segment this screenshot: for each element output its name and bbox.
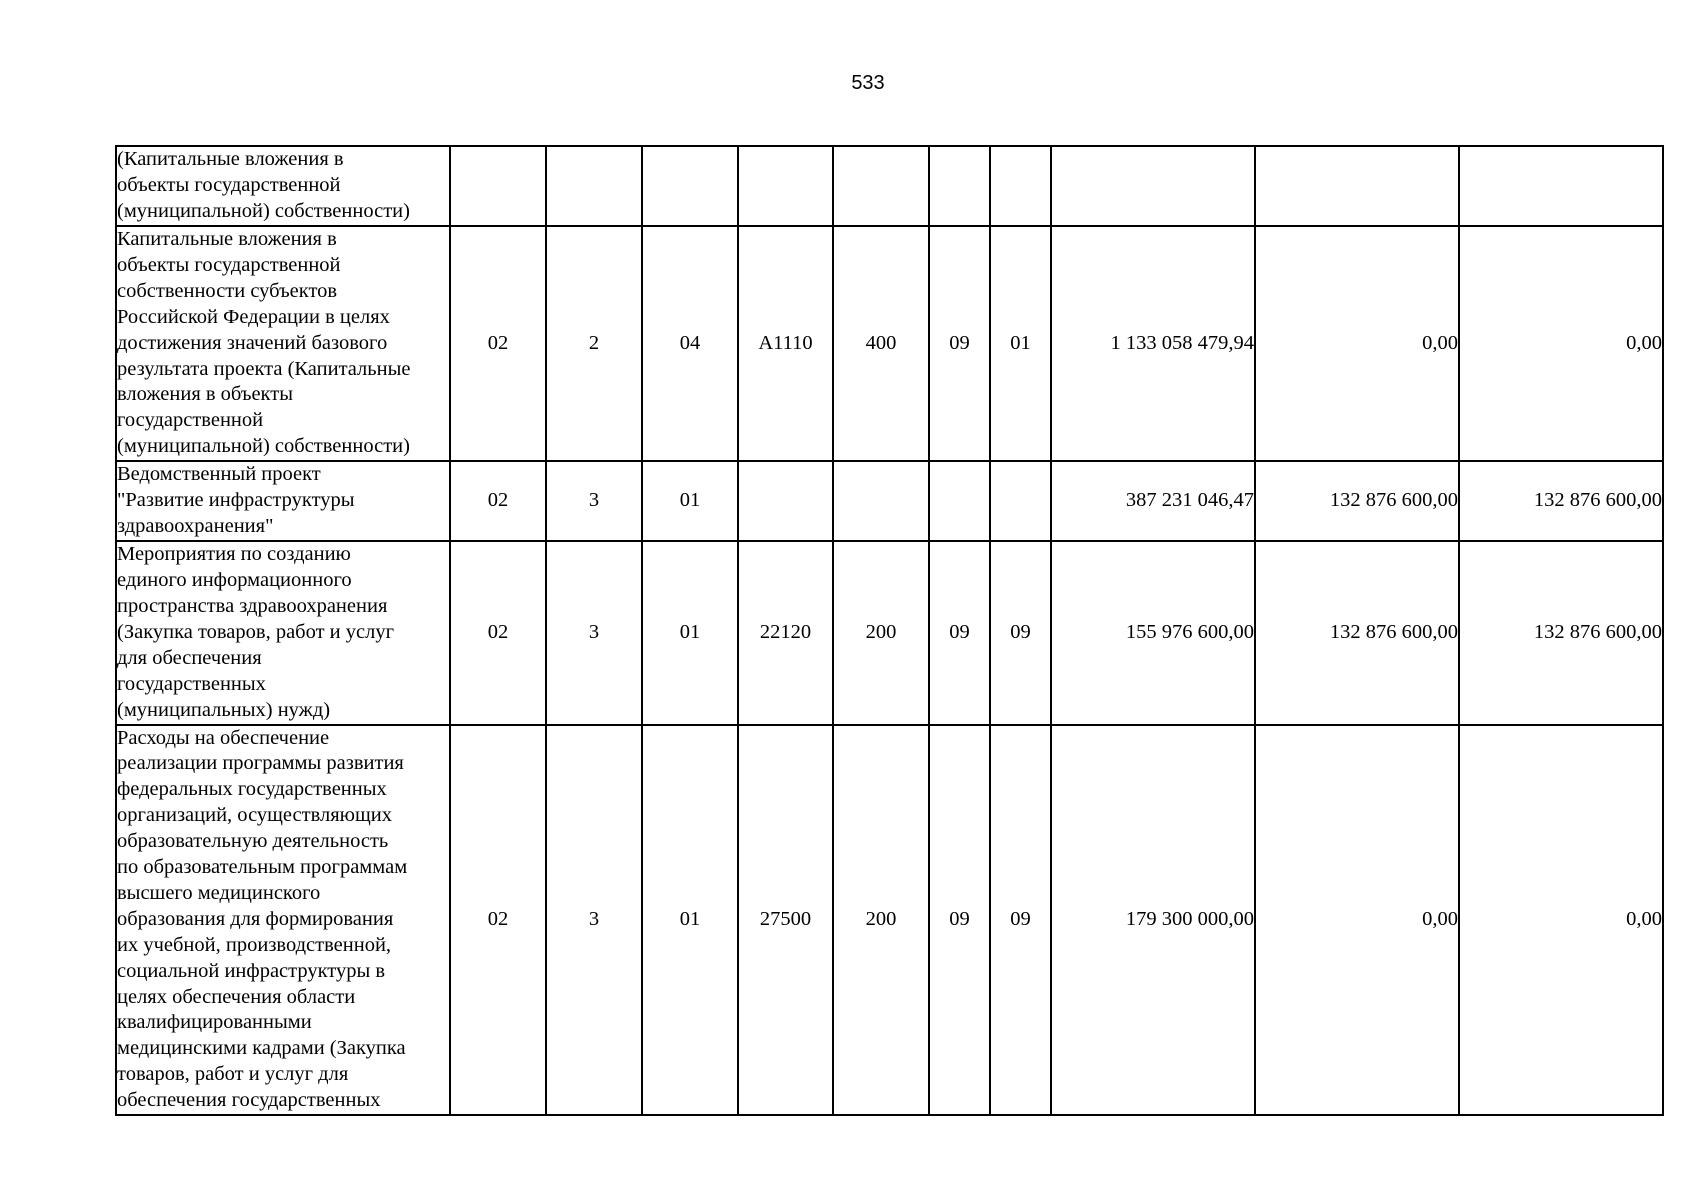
sum-year-2-cell — [1255, 146, 1459, 226]
sum-year-2-cell: 132 876 600,00 — [1255, 461, 1459, 541]
expense-type-cell: 200 — [833, 541, 929, 724]
sum-year-2-cell: 132 876 600,00 — [1255, 541, 1459, 724]
subprogram-code-cell: 3 — [546, 725, 642, 1116]
subsection-code-cell — [990, 461, 1051, 541]
sum-year-3-cell — [1459, 146, 1663, 226]
subsection-code-cell: 09 — [990, 541, 1051, 724]
project-code-cell: 01 — [642, 725, 738, 1116]
section-code-cell: 09 — [929, 725, 990, 1116]
sum-year-2-cell: 0,00 — [1255, 226, 1459, 461]
sum-year-1-cell: 1 133 058 479,94 — [1051, 226, 1255, 461]
project-code-cell — [642, 146, 738, 226]
project-code-cell: 01 — [642, 541, 738, 724]
subprogram-code-cell: 2 — [546, 226, 642, 461]
sum-year-3-cell: 132 876 600,00 — [1459, 541, 1663, 724]
subsection-code-cell — [990, 146, 1051, 226]
sum-year-2-cell: 0,00 — [1255, 725, 1459, 1116]
table-row — [116, 226, 1663, 461]
sum-year-1-cell: 387 231 046,47 — [1051, 461, 1255, 541]
expense-type-cell — [833, 146, 929, 226]
program-code-cell — [450, 146, 546, 226]
project-code-cell: 01 — [642, 461, 738, 541]
table-row — [116, 146, 1663, 226]
subprogram-code-cell: 3 — [546, 541, 642, 724]
sum-year-3-cell: 132 876 600,00 — [1459, 461, 1663, 541]
subprogram-code-cell — [546, 146, 642, 226]
sum-year-1-cell — [1051, 146, 1255, 226]
direction-code-cell: А1110 — [738, 226, 833, 461]
row-name-cell: Расходы на обеспечение реализации программы развития федеральных государственных организаций, осуществляющих образовательную деятельность по образовательным программам высшего медицинского образования для формирования их учебной, производственной, социальной инфраструктуры в целях обеспечения области квалифицированными медицинскими кадрами (Закупка товаров, работ и услуг для обеспечения государственных — [116, 725, 450, 1116]
sum-year-1-cell: 155 976 600,00 — [1051, 541, 1255, 724]
section-code-cell — [929, 146, 990, 226]
section-code-cell: 09 — [929, 541, 990, 724]
subsection-code-cell: 01 — [990, 226, 1051, 461]
project-code-cell: 04 — [642, 226, 738, 461]
direction-code-cell: 22120 — [738, 541, 833, 724]
section-code-cell — [929, 461, 990, 541]
subsection-code-cell: 09 — [990, 725, 1051, 1116]
table-row — [116, 725, 1663, 1116]
sum-year-3-cell: 0,00 — [1459, 226, 1663, 461]
row-name-cell: (Капитальные вложения в объекты государственной (муниципальной) собственности) — [116, 146, 450, 226]
sum-year-3-cell: 0,00 — [1459, 725, 1663, 1116]
subprogram-code-cell: 3 — [546, 461, 642, 541]
program-code-cell: 02 — [450, 461, 546, 541]
direction-code-cell — [738, 146, 833, 226]
expense-type-cell: 400 — [833, 226, 929, 461]
program-code-cell: 02 — [450, 226, 546, 461]
program-code-cell: 02 — [450, 541, 546, 724]
table-row — [116, 541, 1663, 724]
page-number: 533 — [851, 72, 885, 94]
direction-code-cell — [738, 461, 833, 541]
section-code-cell: 09 — [929, 226, 990, 461]
budget-table — [115, 145, 1664, 1116]
direction-code-cell: 27500 — [738, 725, 833, 1116]
expense-type-cell: 200 — [833, 725, 929, 1116]
row-name-cell: Мероприятия по созданию единого информационного пространства здравоохранения (Закупка товаров, работ и услуг для обеспечения государственных (муниципальных) нужд) — [116, 541, 450, 724]
row-name-cell: Ведомственный проект "Развитие инфраструктуры здравоохранения" — [116, 461, 450, 541]
expense-type-cell — [833, 461, 929, 541]
row-name-cell: Капитальные вложения в объекты государственной собственности субъектов Российской Федерации в целях достижения значений базового результата проекта (Капитальные вложения в объекты государственной (муниципальной) собственности) — [116, 226, 450, 461]
sum-year-1-cell: 179 300 000,00 — [1051, 725, 1255, 1116]
program-code-cell: 02 — [450, 725, 546, 1116]
table-row — [116, 461, 1663, 541]
